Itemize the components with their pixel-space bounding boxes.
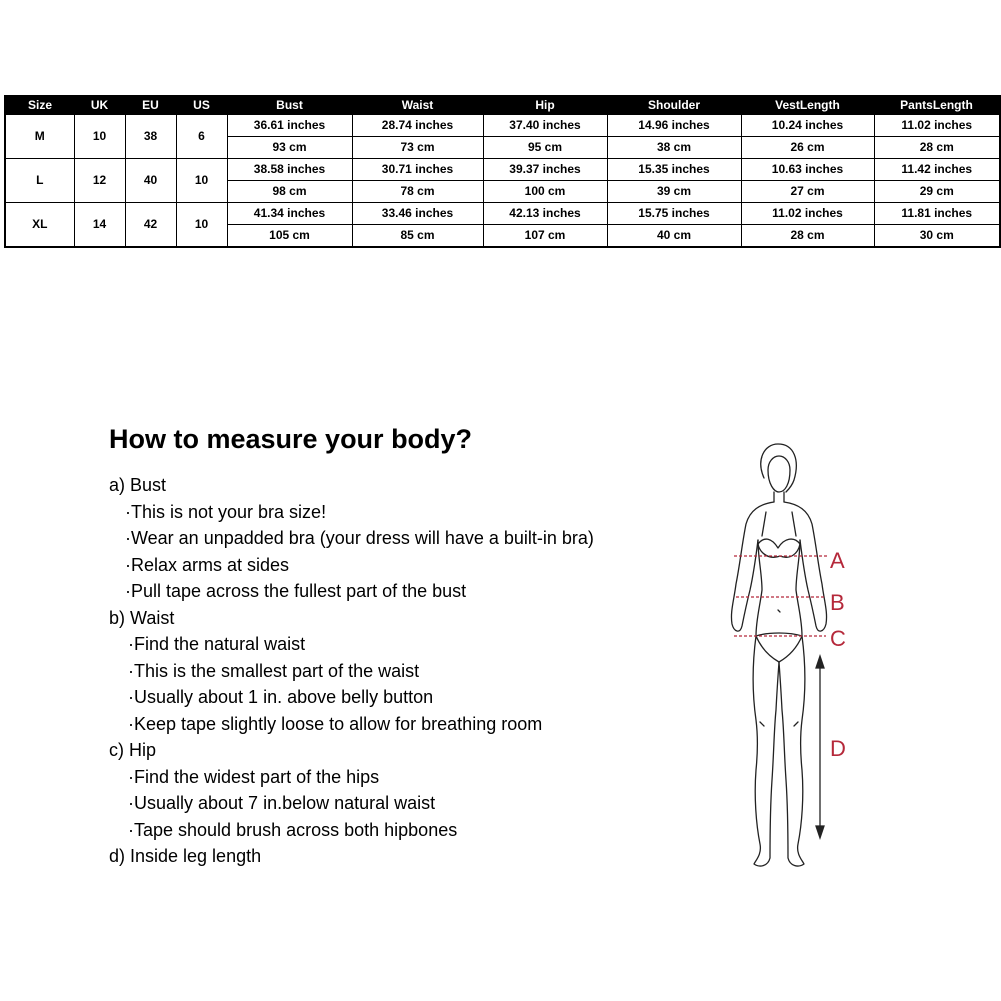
pants-length-cm-cell: 29 cm (874, 181, 1000, 203)
vest-length-inches-cell: 10.24 inches (741, 115, 874, 137)
instruction-heading: d) Inside leg length (109, 846, 262, 866)
header-eu: EU (125, 96, 176, 115)
instruction-heading: b) Waist (109, 607, 175, 628)
bust-inches-cell: 36.61 inches (227, 115, 352, 137)
inside-leg-arrow (816, 656, 824, 838)
guide-title: How to measure your body? (109, 424, 473, 454)
head (768, 456, 790, 492)
vest-length-cm-cell: 28 cm (741, 225, 874, 248)
table-row (5, 203, 1000, 225)
hip-inches-cell: 37.40 inches (483, 115, 607, 137)
size-cell: M (5, 115, 74, 159)
bust-inches-cell: 41.34 inches (227, 203, 352, 225)
header-hip: Hip (483, 96, 607, 115)
instruction-heading: a) Bust (109, 475, 167, 495)
bust-cm-cell: 98 cm (227, 181, 352, 203)
torso-left (756, 540, 762, 636)
briefs (756, 633, 802, 662)
pants-length-inches-cell: 11.42 inches (874, 159, 1000, 181)
label-b: B (830, 590, 845, 615)
instruction-item: ·Usually about 1 in. above belly button (128, 687, 434, 707)
pants-length-cm-cell: 30 cm (874, 225, 1000, 248)
vest-length-inches-cell: 11.02 inches (741, 203, 874, 225)
instruction-item: ·Wear an unpadded bra (your dress will have a built-in bra) (125, 528, 594, 548)
knee-marks (760, 722, 798, 726)
shoulder-inches-cell: 14.96 inches (607, 115, 741, 137)
instruction-item: ·Find the natural waist (128, 634, 306, 654)
shoulder-cm-cell: 39 cm (607, 181, 741, 203)
header-waist: Waist (352, 96, 483, 115)
instruction-item: ·Find the widest part of the hips (128, 766, 380, 787)
vest-length-cm-cell: 27 cm (741, 181, 874, 203)
waist-cm-cell: 73 cm (352, 137, 483, 159)
hip-inches-cell: 39.37 inches (483, 159, 607, 181)
figure-labels (830, 548, 846, 761)
belly-button (778, 610, 780, 612)
eu-cell: 42 (125, 203, 176, 248)
label-d: D (830, 736, 846, 761)
bust-cm-cell: 105 cm (227, 225, 352, 248)
instruction-item: ·Keep tape slightly loose to allow for breathing room (128, 713, 543, 734)
vest-length-cm-cell: 26 cm (741, 137, 874, 159)
table-row (5, 115, 1000, 137)
table-row (5, 159, 1000, 181)
torso-right (796, 540, 802, 636)
instruction-item: ·Relax arms at sides (125, 554, 290, 575)
header-pants-length: PantsLength (874, 96, 1000, 115)
shoulder-inches-cell: 15.75 inches (607, 203, 741, 225)
instruction-item: ·This is the smallest part of the waist (128, 660, 420, 681)
waist-cm-cell: 85 cm (352, 225, 483, 248)
bra (758, 512, 800, 557)
us-cell: 10 (176, 159, 227, 203)
eu-cell: 40 (125, 159, 176, 203)
shoulder-cm-cell: 40 cm (607, 225, 741, 248)
body-outline (731, 444, 826, 866)
size-chart-table (4, 95, 1001, 248)
waist-cm-cell: 78 cm (352, 181, 483, 203)
header-us: US (176, 96, 227, 115)
pants-length-inches-cell: 11.02 inches (874, 115, 1000, 137)
header-size: Size (5, 96, 74, 115)
instruction-item: ·Usually about 7 in.below natural waist (128, 793, 436, 813)
hair (761, 444, 796, 492)
label-a: A (830, 548, 845, 573)
instruction-item: ·Pull tape across the fullest part of the bust (125, 581, 467, 601)
uk-cell: 12 (74, 159, 125, 203)
size-cell: L (5, 159, 74, 203)
pants-length-cm-cell: 28 cm (874, 137, 1000, 159)
vest-length-inches-cell: 10.63 inches (741, 159, 874, 181)
body-measurement-figure (712, 440, 852, 880)
eu-cell: 38 (125, 115, 176, 159)
hip-cm-cell: 107 cm (483, 225, 607, 248)
neck (774, 492, 784, 502)
bust-inches-cell: 38.58 inches (227, 159, 352, 181)
waist-inches-cell: 30.71 inches (352, 159, 483, 181)
uk-cell: 14 (74, 203, 125, 248)
header-bust: Bust (227, 96, 352, 115)
hip-cm-cell: 95 cm (483, 137, 607, 159)
header-vest-length: VestLength (741, 96, 874, 115)
waist-inches-cell: 28.74 inches (352, 115, 483, 137)
header-shoulder: Shoulder (607, 96, 741, 115)
waist-inches-cell: 33.46 inches (352, 203, 483, 225)
us-cell: 10 (176, 203, 227, 248)
uk-cell: 10 (74, 115, 125, 159)
instruction-heading: c) Hip (109, 740, 157, 760)
pants-length-inches-cell: 11.81 inches (874, 203, 1000, 225)
table-header-row (5, 96, 1000, 115)
hip-cm-cell: 100 cm (483, 181, 607, 203)
size-cell: XL (5, 203, 74, 248)
us-cell: 6 (176, 115, 227, 159)
label-c: C (830, 626, 846, 651)
shoulder-inches-cell: 15.35 inches (607, 159, 741, 181)
bust-cm-cell: 93 cm (227, 137, 352, 159)
instruction-item: ·This is not your bra size! (125, 501, 327, 522)
right-arm (784, 502, 827, 631)
hip-inches-cell: 42.13 inches (483, 203, 607, 225)
left-arm (731, 502, 774, 631)
right-leg (779, 636, 805, 866)
measure-instructions-list (109, 472, 594, 870)
header-uk: UK (74, 96, 125, 115)
instruction-item: ·Tape should brush across both hipbones (128, 819, 458, 840)
left-leg (753, 636, 779, 866)
shoulder-cm-cell: 38 cm (607, 137, 741, 159)
